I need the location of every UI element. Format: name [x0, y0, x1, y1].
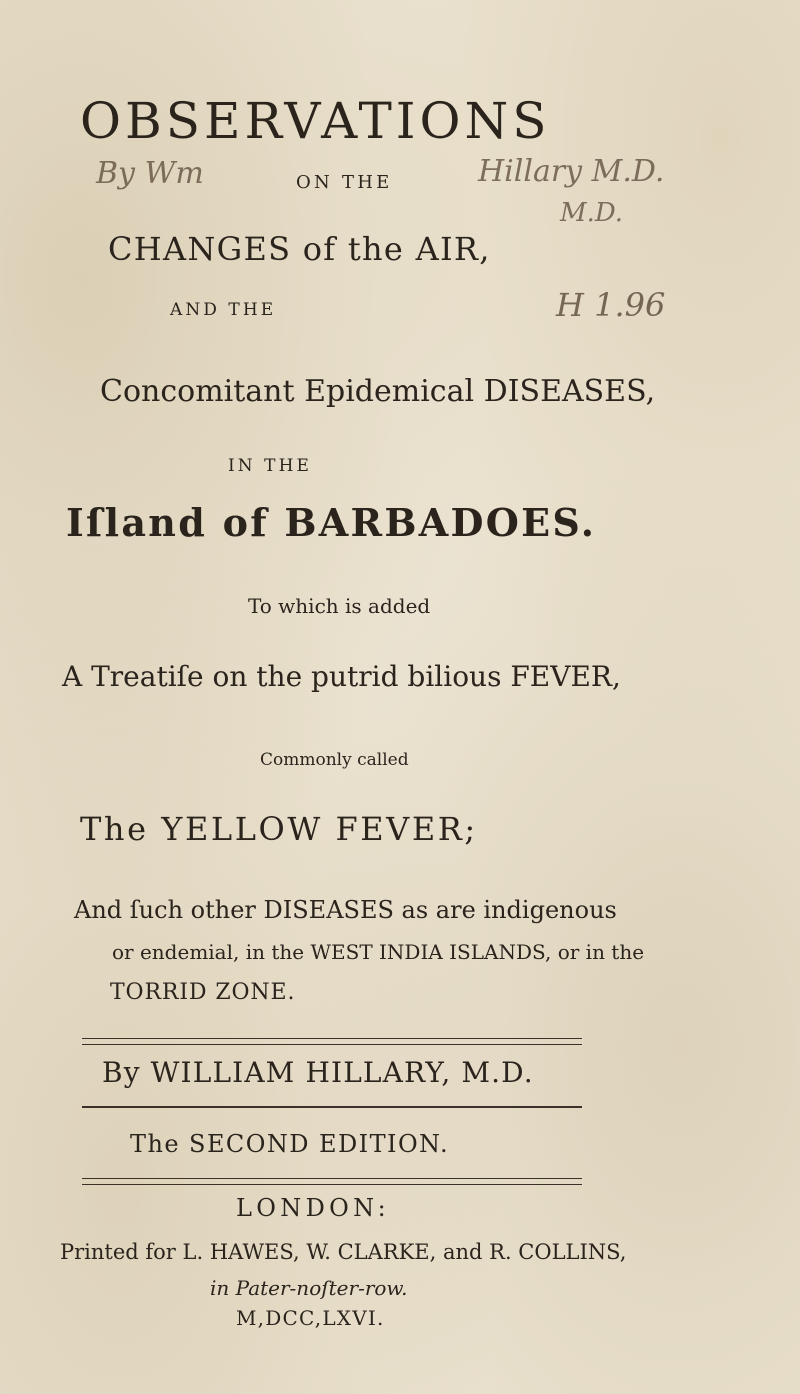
in-the: IN THE [228, 456, 312, 476]
changes-of-the-air: CHANGES of the AIR, [108, 230, 491, 268]
and-such-other-diseases: And ſuch other DISEASES as are indigenous [74, 896, 617, 924]
pater-noster-row: in Pater-noſter-row. [210, 1276, 408, 1300]
rule-bottom [82, 1178, 582, 1185]
commonly-called: Commonly called [260, 750, 409, 770]
island-of-barbadoes: Iſland of BARBADOES. [66, 500, 597, 545]
on-the: ON THE [296, 172, 393, 193]
treatise-title: A Treatiſe on the putrid bilious FEVER, [62, 660, 621, 693]
torrid-zone: TORRID ZONE. [110, 980, 296, 1005]
catalog-mark: H 1.96 [556, 286, 666, 324]
printed-for: Printed for L. HAWES, W. CLARKE, and R. COLLINS, [60, 1240, 627, 1264]
handwritten-annotation-left: By Wm [96, 156, 204, 191]
handwritten-annotation-mid: M.D. [560, 198, 624, 228]
to-which-added: To which is added [248, 594, 431, 618]
london: LONDON: [236, 1194, 391, 1222]
rule-middle [82, 1106, 582, 1108]
main-title: OBSERVATIONS [80, 92, 551, 150]
edition-line: The SECOND EDITION. [130, 1130, 450, 1158]
date: M,DCC,LXVI. [236, 1306, 385, 1330]
handwritten-annotation-right: Hillary M.D. [478, 154, 665, 189]
rule-top [82, 1038, 582, 1045]
yellow-fever: The YELLOW FEVER; [80, 810, 478, 848]
author-line: By WILLIAM HILLARY, M.D. [102, 1056, 534, 1089]
and-the: AND THE [170, 300, 277, 320]
or-endemial: or endemial, in the WEST INDIA ISLANDS, or in the [112, 940, 645, 964]
concomitant-diseases: Concomitant Epidemical DISEASES, [100, 374, 656, 409]
